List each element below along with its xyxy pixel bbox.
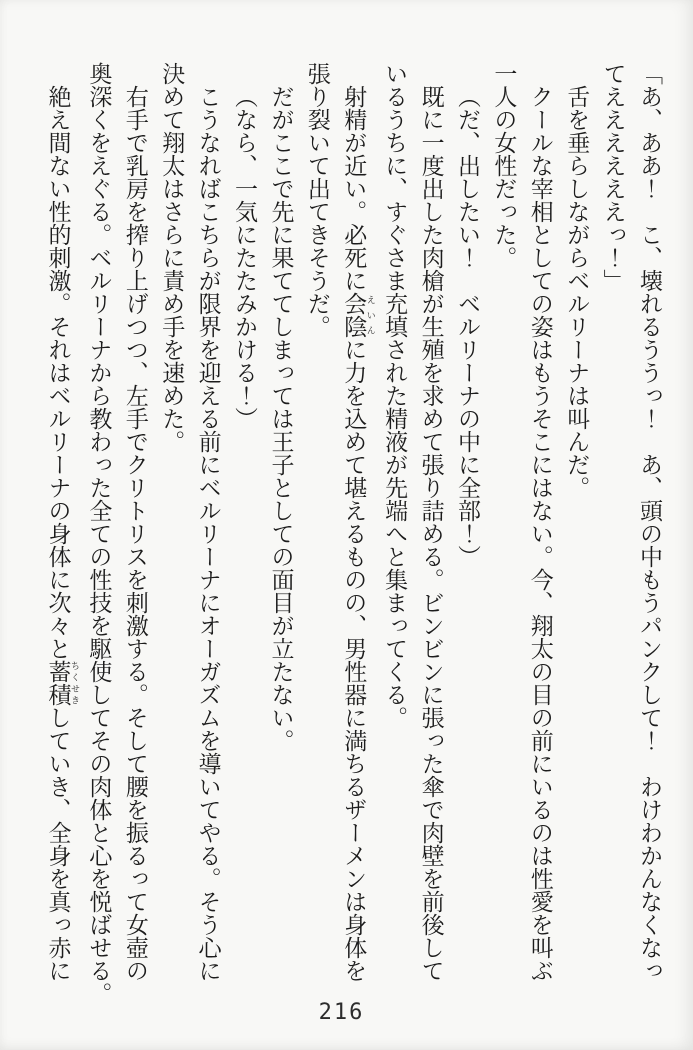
text-line: 舌を垂らしながらベルリーナは叫んだ。 [564,85,590,499]
paragraph [594,62,667,984]
paragraph [262,62,298,984]
text-line: 既に一度出した肉槍が生殖を求めて張り詰める。ビンビンに張った傘で肉壁を前後して [418,85,444,982]
paragraph [153,62,226,984]
body-text [45,62,667,1005]
paragraph [39,62,80,984]
text-line: （だ、出したい！ ベルリーナの中に全部！） [454,85,480,568]
text-line: （なら、一気にたたみかける！） [232,85,258,430]
paragraph [80,62,153,1005]
text-line: 張り裂いて出てきそうだ。 [304,62,330,338]
text-line: クールな宰相としての姿はもうそこにはない。今、翔太の目の前にいるのは性愛を叫ぶ [527,85,553,982]
text-line: 「あ、ああ！ こ、壊れるううっ！ あ、頭の中もうパンクして！ わけわかんなくなっ [637,62,662,982]
text-line: いるうちに、すぐさま充填された精液が先端へと集まってくる。 [382,62,408,729]
paragraph [449,62,485,984]
paragraph [298,62,375,984]
text-line: こうなればこちらが限界を迎える前にベルリーナにオーガズムを導いてやる。そう心に [195,85,221,982]
text-line: 奥深くをえぐる。ベルリーナから教わった全ての性技を駆使してその肉体と心を悦ばせる。 [86,62,112,1005]
paragraph [226,62,262,984]
paragraph [558,62,594,984]
paragraph [376,62,449,984]
page-number: 216 [318,1000,365,1025]
text-line: 決めて翔太はさらに責め手を速めた。 [159,62,185,453]
text-line: 一人の女性だった。 [491,62,517,269]
text-line: てええええええっ！」 [600,62,626,292]
text-line: だがここで先に果ててしまっては王子としての面目が立たない。 [268,85,294,752]
paragraph [485,62,558,984]
text-line: 絶え間ない性的刺激。それはベルリーナの身体に次々と蓄積 ちくせきしていき、全身を真っ赤に [45,85,80,982]
text-line: 右手で乳房を搾り上げつつ、左手でクリトリスを刺激する。そして腰を振るって女壺の [122,85,148,982]
text-line: 射精が近い。必死に会陰 えいんに力を込めて堪えるものの、男性器に満ちるザーメンは身体を [341,85,376,982]
